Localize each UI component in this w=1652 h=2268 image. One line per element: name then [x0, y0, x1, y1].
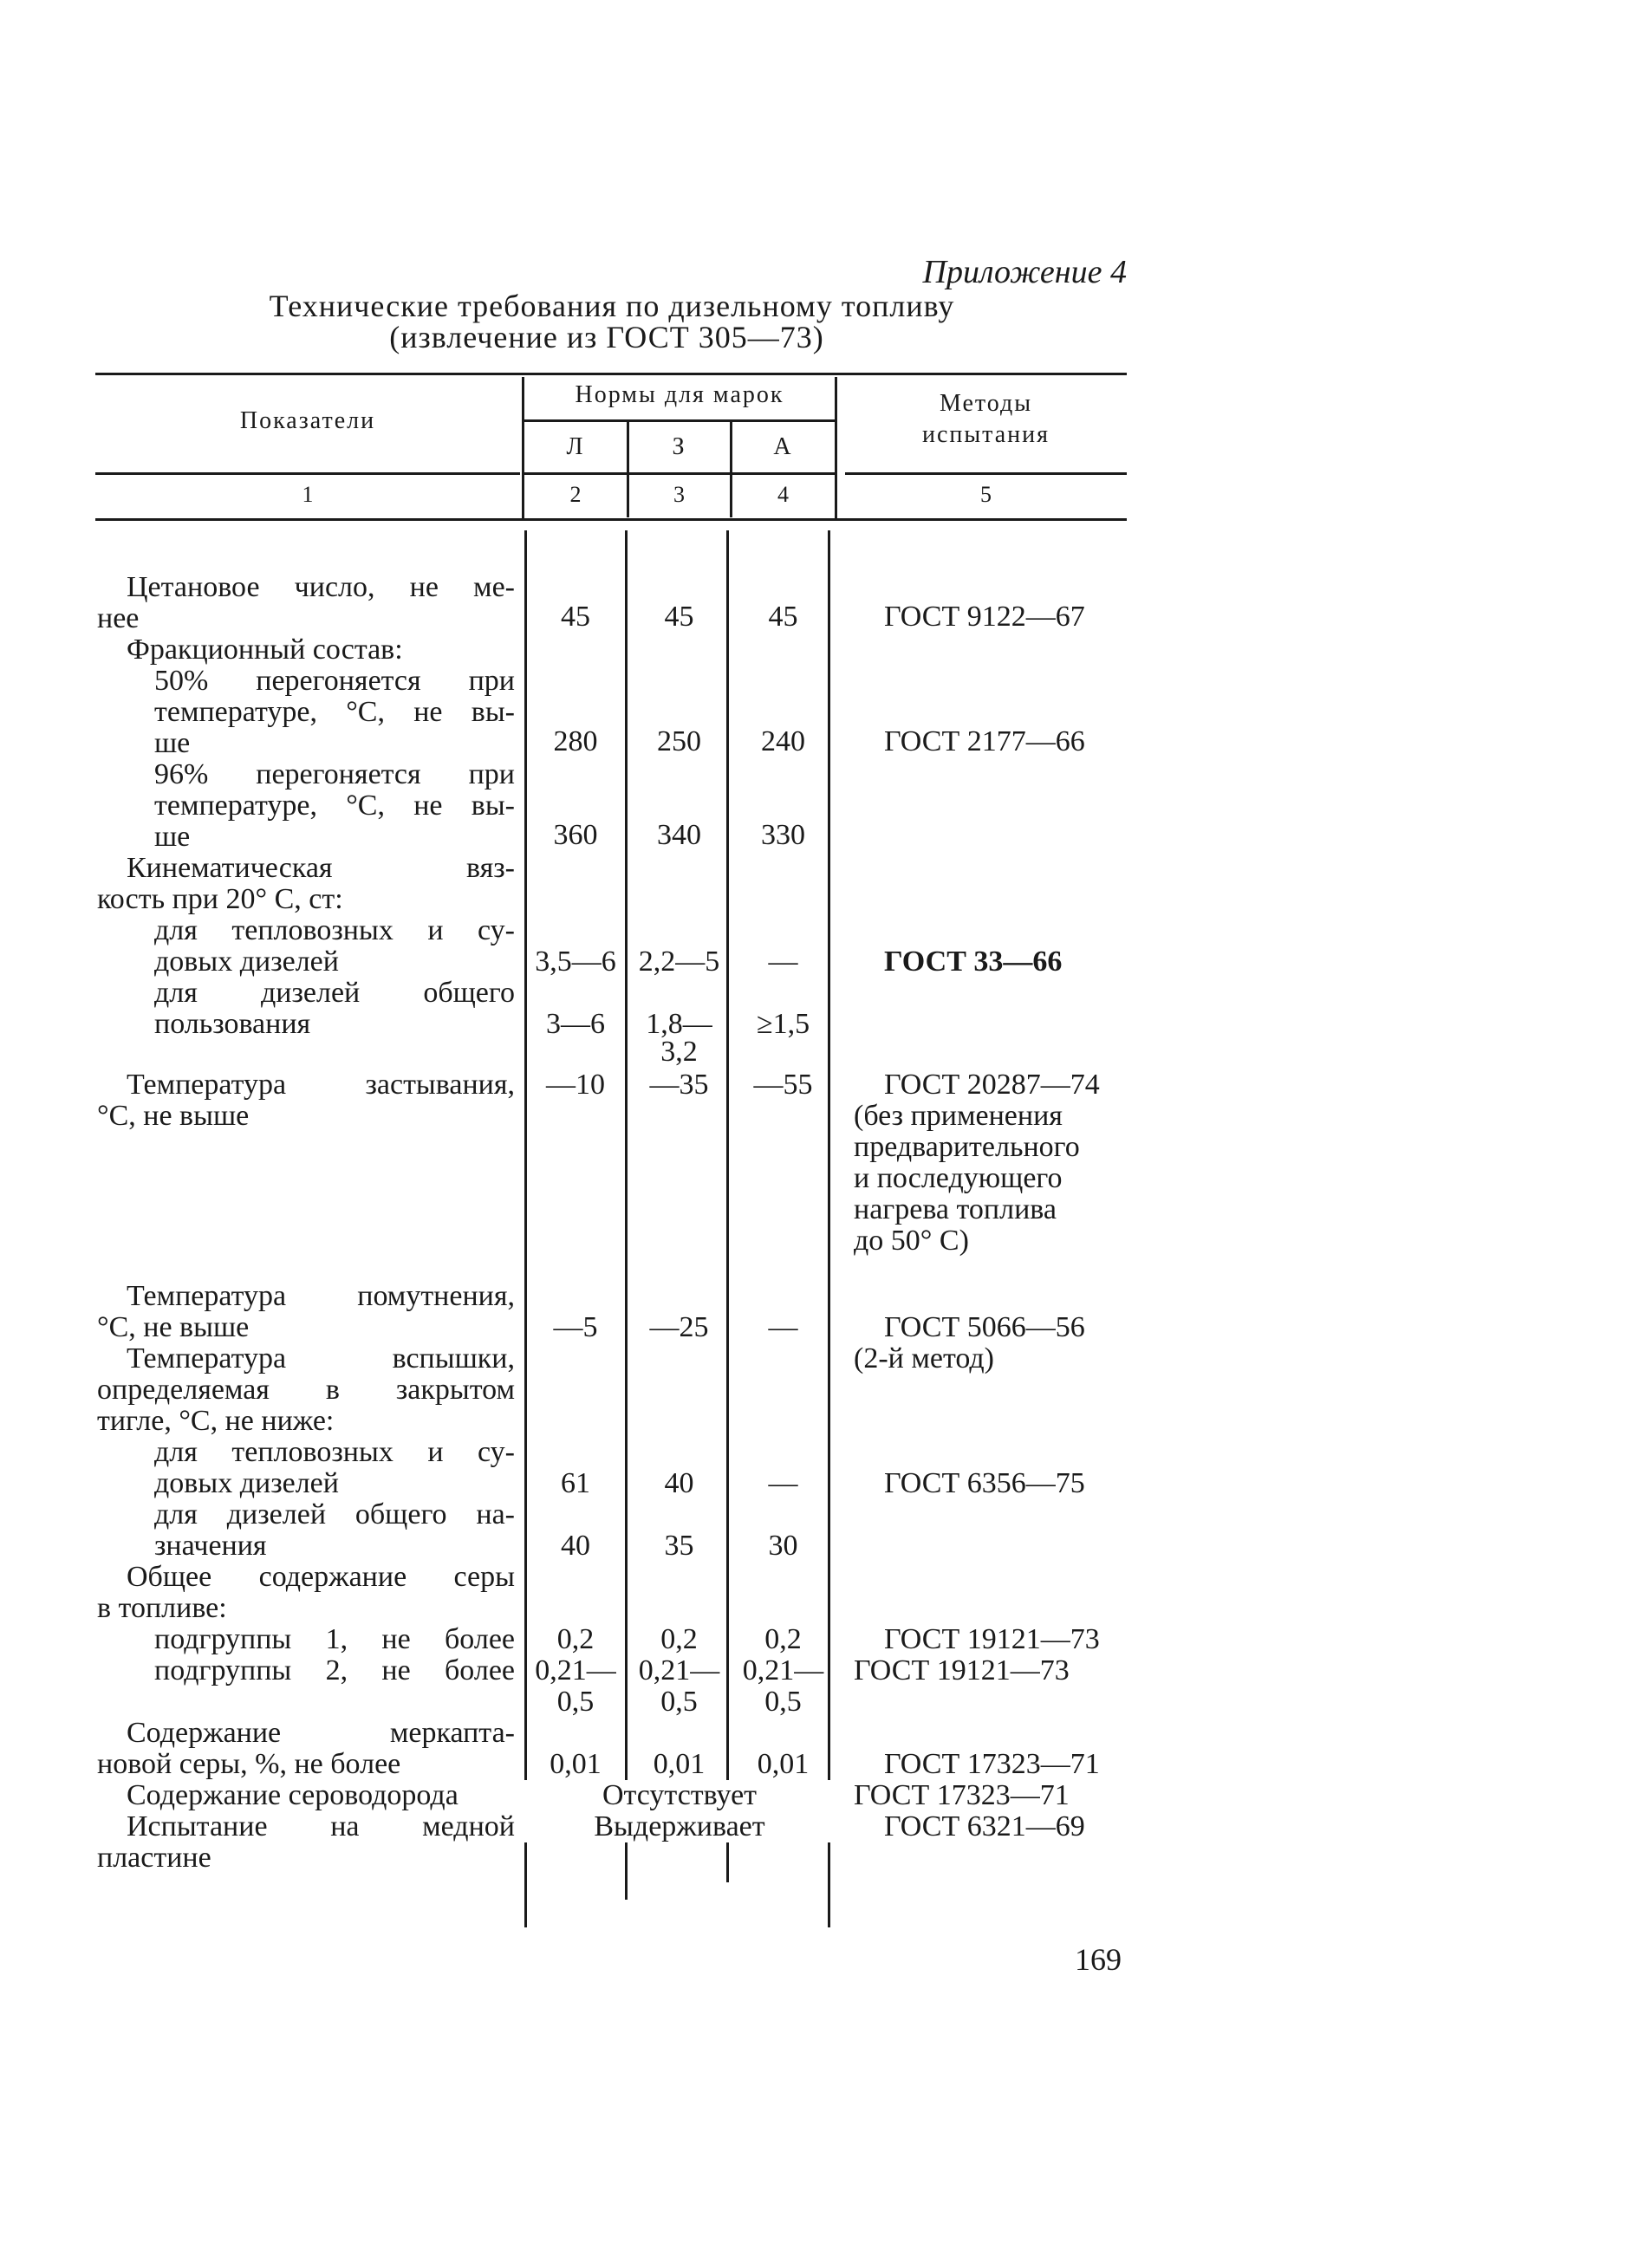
row-label-pour: Температура застывания, °С, не выше [97, 1069, 515, 1132]
value-flash-general-a: 30 [768, 1530, 798, 1562]
value-cloud-a: — [768, 1311, 798, 1343]
row-label-mercaptan: Содержание меркапта- новой серы, %, не более [97, 1717, 515, 1780]
value-visc-general-z2: 3,2 [660, 1036, 698, 1068]
value-flash-loco-z: 40 [664, 1467, 694, 1499]
value-pour-a: —55 [753, 1069, 813, 1101]
row-label-visc-loco: для тепловозных и су- довых дизелей [154, 914, 515, 978]
value-sulfur-g2-l1: 0,21— [535, 1654, 616, 1686]
header-bottom-rule-mid [524, 472, 835, 475]
header-grade-l: Л [566, 433, 585, 460]
value-sulfur-g1-l: 0,2 [556, 1623, 595, 1655]
row-label-h2s: Содержание сероводорода [127, 1779, 459, 1811]
column-number: 2 [569, 482, 582, 507]
column-number: 1 [302, 482, 314, 507]
column-number: 5 [980, 482, 992, 507]
method-cloud: ГОСТ 5066—56 (2-й метод) [854, 1311, 1085, 1374]
header-indicators: Показатели [239, 407, 376, 434]
column-number: 3 [673, 482, 685, 507]
row-label-sulfur-g1: подгруппы 1, не более [154, 1623, 515, 1655]
row-label-copper: Испытание на медной пластине [97, 1810, 515, 1874]
value-frac96-z: 340 [657, 819, 701, 851]
value-pour-z: —35 [649, 1069, 709, 1101]
table-top-rule [95, 373, 1127, 375]
norms-underline [524, 419, 835, 422]
value-visc-general-l: 3—6 [546, 1008, 605, 1040]
header-grade-a: А [773, 433, 793, 460]
value-sulfur-g1-z: 0,2 [660, 1623, 698, 1655]
appendix-label: Приложение 4 [922, 254, 1127, 290]
col-divider-4 [835, 377, 837, 520]
row-label-flash-loco: для тепловозных и су- довых дизелей [154, 1436, 515, 1499]
value-sulfur-g1-a: 0,2 [764, 1623, 802, 1655]
value-mercaptan-z: 0,01 [653, 1748, 706, 1780]
value-copper: Выдерживает [524, 1811, 835, 1842]
value-visc-loco-z: 2,2—5 [638, 946, 720, 978]
header-norms: Нормы для марок [575, 381, 784, 408]
value-cloud-l: —5 [553, 1311, 598, 1343]
header-bottom-rule-right [845, 472, 1127, 475]
method-pour: ГОСТ 20287—74 (без применения предварительного и последующего нагрева топлива до 50° С) [854, 1069, 1100, 1257]
document-subtitle: (извлечение из ГОСТ 305—73) [389, 320, 824, 354]
row-label-frac96: 96% перегоняется при температуре, °С, не вы- ше [154, 758, 515, 853]
value-mercaptan-a: 0,01 [757, 1748, 810, 1780]
row-label-cetane: Цетановое число, не ме- нее [97, 571, 515, 634]
value-visc-loco-l: 3,5—6 [535, 946, 616, 978]
value-cetane-l: 45 [561, 601, 590, 633]
header-methods-line2: испытания [921, 421, 1050, 448]
header-grade-z: З [672, 433, 686, 460]
value-flash-loco-a: — [768, 1467, 798, 1499]
row-label-frac50: 50% перегоняется при температуре, °С, не вы- ше [154, 665, 515, 759]
row-label-sulfur-g2: подгруппы 2, не более [154, 1654, 515, 1686]
value-sulfur-g2-l2: 0,5 [556, 1686, 595, 1718]
value-frac50-z: 250 [657, 725, 701, 757]
value-sulfur-g2-a2: 0,5 [764, 1686, 802, 1718]
value-frac96-l: 360 [553, 819, 598, 851]
method-visc-loco: ГОСТ 33—66 [884, 946, 1063, 978]
value-sulfur-g2-z1: 0,21— [638, 1654, 720, 1686]
row-label-cloud: Температура помутнения, °С, не выше [97, 1280, 515, 1343]
value-cetane-a: 45 [768, 601, 798, 633]
method-sulfur-g2: ГОСТ 19121—73 [854, 1654, 1070, 1686]
value-pour-l: —10 [546, 1069, 605, 1101]
row-label-viscosity-title: Кинематическая вяз- кость при 20° С, ст: [97, 852, 515, 915]
value-sulfur-g2-z2: 0,5 [660, 1686, 698, 1718]
row-label-fraction-title: Фракционный состав: [127, 634, 403, 666]
document-title: Технические требования по дизельному топливу [269, 289, 955, 323]
method-h2s: ГОСТ 17323—71 [854, 1779, 1070, 1811]
value-cloud-z: —25 [649, 1311, 709, 1343]
row-label-visc-general: для дизелей общего пользования [154, 977, 515, 1040]
row-label-flash-title: Температура вспышки, определяемая в закрытом тигле, °С, не ниже: [97, 1342, 515, 1437]
header-bottom-rule-left [95, 472, 520, 475]
method-mercaptan: ГОСТ 17323—71 [884, 1748, 1100, 1780]
method-cetane: ГОСТ 9122—67 [884, 601, 1085, 633]
page-number: 169 [1075, 1942, 1122, 1977]
method-sulfur-g1: ГОСТ 19121—73 [884, 1623, 1100, 1655]
value-frac50-a: 240 [761, 725, 805, 757]
method-frac50: ГОСТ 2177—66 [884, 725, 1085, 757]
value-visc-general-a: ≥1,5 [756, 1008, 810, 1040]
value-h2s: Отсутствует [524, 1780, 835, 1811]
row-label-sulfur-title: Общее содержание серы в топливе: [97, 1561, 515, 1624]
value-cetane-z: 45 [664, 601, 694, 633]
value-visc-loco-a: — [768, 946, 798, 978]
header-methods-line1: Методы [939, 390, 1033, 417]
value-sulfur-g2-a1: 0,21— [742, 1654, 824, 1686]
value-visc-general-z1: 1,8— [646, 1008, 712, 1040]
column-number: 4 [777, 482, 789, 507]
row-label-flash-general: для дизелей общего на- значения [154, 1498, 515, 1562]
column-numbers-rule [95, 518, 1127, 521]
value-frac96-a: 330 [761, 819, 805, 851]
value-flash-general-z: 35 [664, 1530, 694, 1562]
value-flash-loco-l: 61 [561, 1467, 590, 1499]
value-frac50-l: 280 [553, 725, 598, 757]
value-flash-general-l: 40 [561, 1530, 590, 1562]
method-flash-loco: ГОСТ 6356—75 [884, 1467, 1085, 1499]
method-copper: ГОСТ 6321—69 [884, 1810, 1085, 1842]
value-mercaptan-l: 0,01 [550, 1748, 602, 1780]
